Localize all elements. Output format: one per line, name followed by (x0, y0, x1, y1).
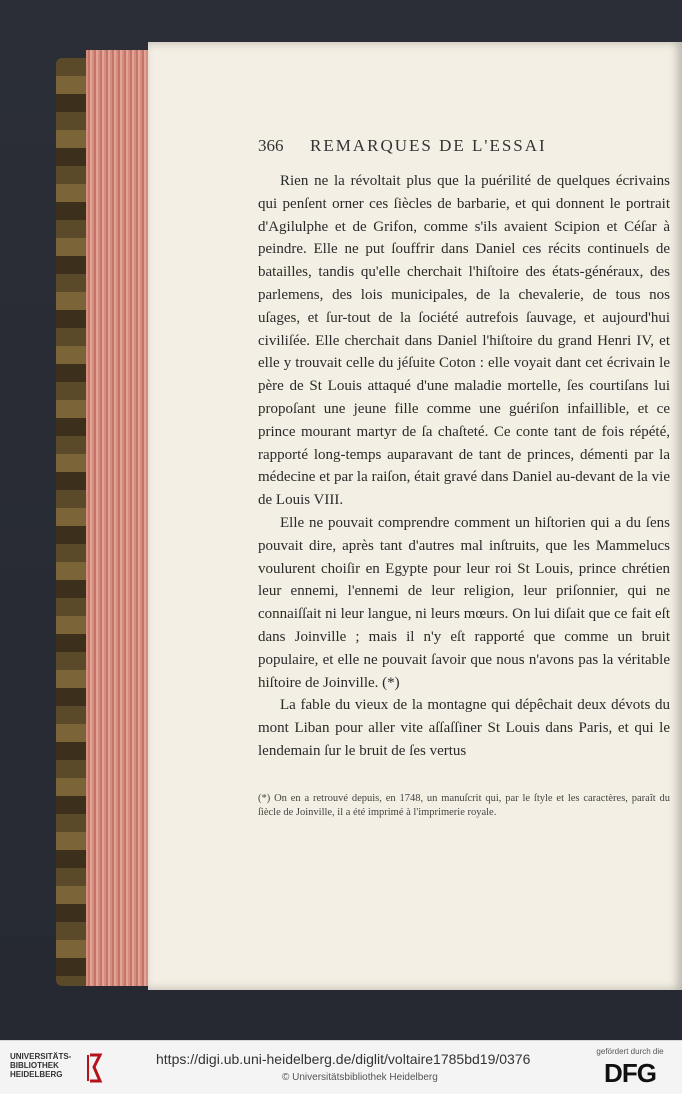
paragraph: La fable du vieux de la montagne qui dépêchait deux dévots du mont Liban pour aller vite aſſaſſiner St Louis dans Paris, et qui le lendemain ſur le bruit de ſes vertus (258, 697, 670, 759)
footnote: (*) On en a retrouvé depuis, en 1748, un manuſcrit qui, par le ſtyle et les caractères, paraît du ſiècle de Joinville, il a été imprimé à l'imprimerie royale. (258, 793, 670, 818)
library-name: UNIVERSITÄTS- BIBLIOTHEK HEIDELBERG (10, 1052, 72, 1079)
permalink-url[interactable]: https://digi.ub.uni-heidelberg.de/diglit/voltaire1785bd19/0376 (156, 1051, 531, 1067)
funding-label: gefördert durch die (596, 1047, 664, 1056)
paragraph: Elle ne pouvait comprendre comment un hiſtorien qui a du ſens pouvait dire, après tant d'autres mal inſtruits, que les Mammelucs voulurent choiſir en Egypte pour leur roi St Louis, prince chrétien leur ennemi, l'ennemi de leur religion, leur priſonnier, qui ne connaiſſait ni leur langue, ni leurs mœurs. On lui diſait que ce fait eſt dans Joinville ; mais il n'y eſt rapporté que comme un bruit populaire, et elle ne pouvait ſavoir que nous n'avons pas la véritable hiſtoire de Joinville. (*) (258, 514, 670, 691)
running-head: REMARQUES DE L'ESSAI (310, 136, 547, 155)
page-body (258, 170, 670, 763)
page-stack-edge (86, 50, 150, 986)
page-number: 366 (258, 136, 284, 155)
copyright-notice: © Universitätsbibliothek Heidelberg (282, 1072, 438, 1083)
funding-credit (592, 1047, 668, 1089)
dfg-logo[interactable]: DFG (604, 1058, 656, 1088)
paragraph: Rien ne la révoltait plus que la puérilité de quelques écrivains qui penſent orner ces ſiècles de barbarie, et qui donnent le portrait d'Agilulphe et de Grifon, comme s'ils avaient Scipion et Céſar à peindre. Elle ne put ſouffrir dans Daniel ces récits continuels de batailles, tandis qu'elle cherchait l'hiſtoire des états-généraux, des parlemens, des lois municipales, de la chevalerie, de tous nos uſages, et ſur-tout de la ſociété autrefois ſauvage, et aujourd'hui civiliſée. Elle cherchait dans Daniel l'hiſtoire du grand Henri IV, et elle y trouvait celle du jéſuite Coton : elle voyait dant cet écrivain le père de St Louis attaqué d'une maladie mortelle, ſes courtiſans lui propoſant une jeune fille comme une guériſon infaillible, et ce prince mourant martyr de ſa chaſteté. Ce conte tant de fois répété, rapporté long-temps auparavant de tant de princes, démenti par la médecine et par la raiſon, était gravé dans Daniel au-devant de la vie de Louis VIII. (258, 173, 670, 509)
library-logo[interactable] (10, 1052, 140, 1084)
viewer-footer (0, 1040, 682, 1094)
book-page (148, 42, 682, 990)
library-mark-icon (84, 1052, 106, 1084)
